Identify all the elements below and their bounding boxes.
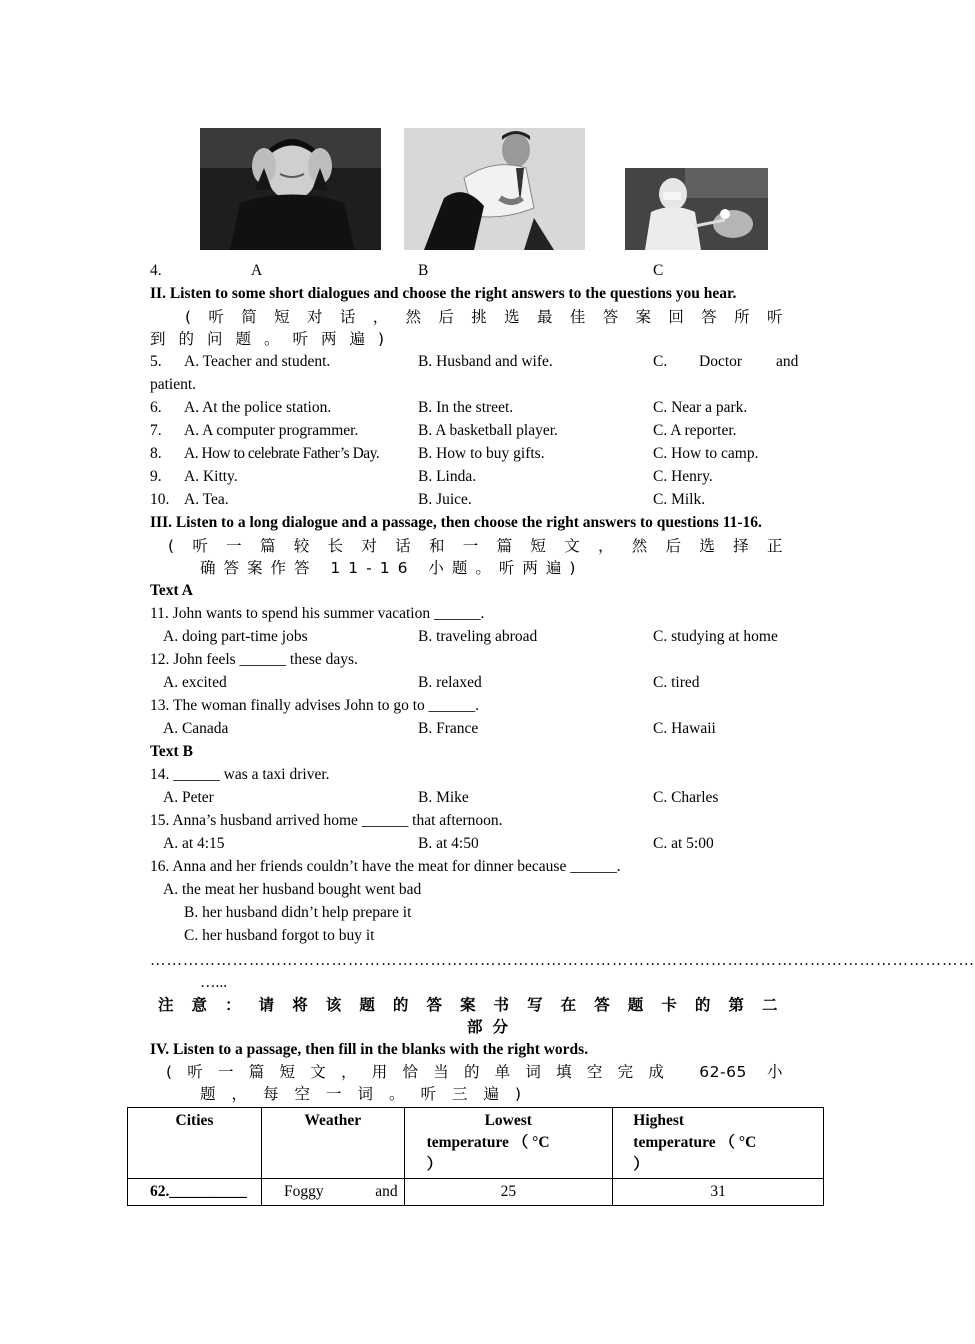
q8-number: 8.	[150, 445, 162, 462]
q7-option-b: B. A basketball player.	[418, 422, 558, 439]
table-header-row	[128, 1108, 824, 1179]
text-b-heading: Text B	[150, 743, 193, 760]
picture-c-dentist	[625, 168, 768, 250]
weather-table	[127, 1107, 824, 1206]
q10-option-c: C. Milk.	[653, 491, 706, 508]
picture-b-stomachache	[404, 128, 585, 250]
row1-highest	[613, 1179, 824, 1206]
man-holding-head-icon	[200, 128, 381, 250]
header-lowest-line1: Lowest	[484, 1112, 532, 1129]
q14-option-b: B. Mike	[418, 789, 469, 806]
q14-option-a: A. Peter	[163, 789, 214, 806]
q16-stem: 16. Anna and her friends couldn’t have the meat for dinner because ______.	[150, 858, 621, 875]
q10-number: 10.	[150, 491, 170, 508]
q4-label-a: A	[251, 262, 263, 279]
q14-option-c: C. Charles	[653, 789, 719, 806]
q12-stem: 12. John feels ______ these days.	[150, 651, 358, 668]
header-lowest-line3: ）	[426, 1156, 443, 1173]
q6-number: 6.	[150, 399, 162, 416]
q6-option-c: C. Near a park.	[653, 399, 748, 416]
q12-option-b: B. relaxed	[418, 674, 482, 691]
row1-city[interactable]	[128, 1179, 262, 1206]
header-highest-line3: ）	[633, 1156, 649, 1173]
q4-label-c: C	[653, 262, 664, 279]
header-weather-label: Weather	[304, 1112, 362, 1129]
header-highest-line1: Highest	[633, 1112, 685, 1129]
q7-number: 7.	[150, 422, 162, 439]
section-3-instruction-line1: (听一篇较长对话和一篇短文，然后选择正	[168, 537, 783, 555]
dentist-patient-icon	[625, 168, 768, 250]
row1-lowest-value: 25	[500, 1183, 517, 1200]
q9-option-b: B. Linda.	[418, 468, 477, 485]
q10-option-a: A. Tea.	[184, 491, 229, 508]
q16-option-b: B. her husband didn’t help prepare it	[184, 904, 412, 921]
row1-highest-value: 31	[710, 1183, 726, 1200]
q10-option-b: B. Juice.	[418, 491, 472, 508]
q5-option-a: A. Teacher and student.	[184, 353, 331, 370]
q16-option-c: C. her husband forgot to buy it	[184, 927, 375, 944]
q12-option-c: C. tired	[653, 674, 700, 691]
notice-line2: 部分	[467, 1018, 519, 1036]
q4-label-b: B	[418, 262, 429, 279]
row1-city-blank[interactable]: 62.__________	[150, 1183, 247, 1200]
q11-option-c: C. studying at home	[653, 628, 778, 645]
q15-option-c: C. at 5:00	[653, 835, 714, 852]
text-a-heading: Text A	[150, 582, 193, 599]
q14-stem: 14. ______ was a taxi driver.	[150, 766, 330, 783]
q5-option-c-letter: C.	[653, 353, 668, 370]
q4-number: 4.	[150, 262, 162, 279]
q13-option-b: B. France	[418, 720, 479, 737]
row1-lowest	[404, 1179, 613, 1206]
header-highest-line2: temperature （ °C	[633, 1134, 757, 1151]
section-3-title: III. Listen to a long dialogue and a passage, then choose the right answers to questions 11-16.	[150, 514, 762, 531]
q11-option-a: A. doing part-time jobs	[163, 628, 308, 645]
q6-option-a: A. At the police station.	[184, 399, 332, 416]
man-stomach-ache-icon	[404, 128, 585, 250]
q15-stem: 15. Anna’s husband arrived home ______ that afternoon.	[150, 812, 503, 829]
header-cities-label: Cities	[175, 1112, 214, 1129]
section-2-title: II. Listen to some short dialogues and choose the right answers to the questions you hear.	[150, 285, 737, 302]
row1-weather-word2: and	[375, 1183, 398, 1200]
q15-option-b: B. at 4:50	[418, 835, 479, 852]
q8-option-a: A. How to celebrate Father’s Day.	[184, 445, 380, 462]
q12-option-a: A. excited	[163, 674, 227, 691]
section-4-instruction-line2: 题，每空一词。听三遍)	[200, 1085, 538, 1103]
q15-option-a: A. at 4:15	[163, 835, 225, 852]
q5-option-c-word1: Doctor	[699, 353, 743, 370]
section-4-instruction-line1: (听一篇短文，用恰当的单词填空完成 62-65 小	[166, 1063, 783, 1081]
q11-option-b: B. traveling abroad	[418, 628, 538, 645]
q5-option-c-word3: patient.	[150, 376, 197, 393]
q13-option-a: A. Canada	[163, 720, 229, 737]
q6-option-b: B. In the street.	[418, 399, 514, 416]
picture-a-headache	[200, 128, 381, 250]
row1-weather	[261, 1179, 404, 1206]
header-lowest-temperature	[404, 1108, 613, 1179]
q13-option-c: C. Hawaii	[653, 720, 716, 737]
dotted-divider-tail: …...	[200, 974, 228, 991]
row1-weather-word1: Foggy	[283, 1183, 324, 1200]
q7-option-c: C. A reporter.	[653, 422, 737, 439]
q8-option-c: C. How to camp.	[653, 445, 759, 462]
section-3-instruction-line2: 确答案作答 11-16 小题。听两遍)	[200, 559, 584, 577]
q9-option-c: C. Henry.	[653, 468, 713, 485]
q9-option-a: A. Kitty.	[184, 468, 238, 485]
q5-option-c-word2: and	[776, 353, 799, 370]
section-4-title: IV. Listen to a passage, then fill in the blanks with the right words.	[150, 1041, 589, 1058]
q9-number: 9.	[150, 468, 162, 485]
q5-option-b: B. Husband and wife.	[418, 353, 553, 370]
q16-option-a: A. the meat her husband bought went bad	[163, 881, 422, 898]
table-row	[128, 1179, 824, 1206]
dotted-divider: ……………………………………………………………………………………………………………………………………	[150, 952, 975, 969]
section-2-instruction-line1: (听简短对话，然后挑选最佳答案回答所听	[185, 308, 783, 326]
header-highest-temperature	[613, 1108, 824, 1179]
q5-number: 5.	[150, 353, 162, 370]
q8-option-b: B. How to buy gifts.	[418, 445, 545, 462]
q13-stem: 13. The woman finally advises John to go to ______.	[150, 697, 480, 714]
notice-line1: 注意：请将该题的答案书写在答题卡的第二	[158, 996, 778, 1014]
header-weather	[261, 1108, 404, 1179]
q11-stem: 11. John wants to spend his summer vacation ______.	[150, 605, 485, 622]
header-lowest-line2: temperature （ °C	[426, 1134, 550, 1151]
q7-option-a: A. A computer programmer.	[184, 422, 359, 439]
header-cities	[128, 1108, 262, 1179]
section-2-instruction-line2: 到的问题。听两遍)	[150, 330, 398, 348]
